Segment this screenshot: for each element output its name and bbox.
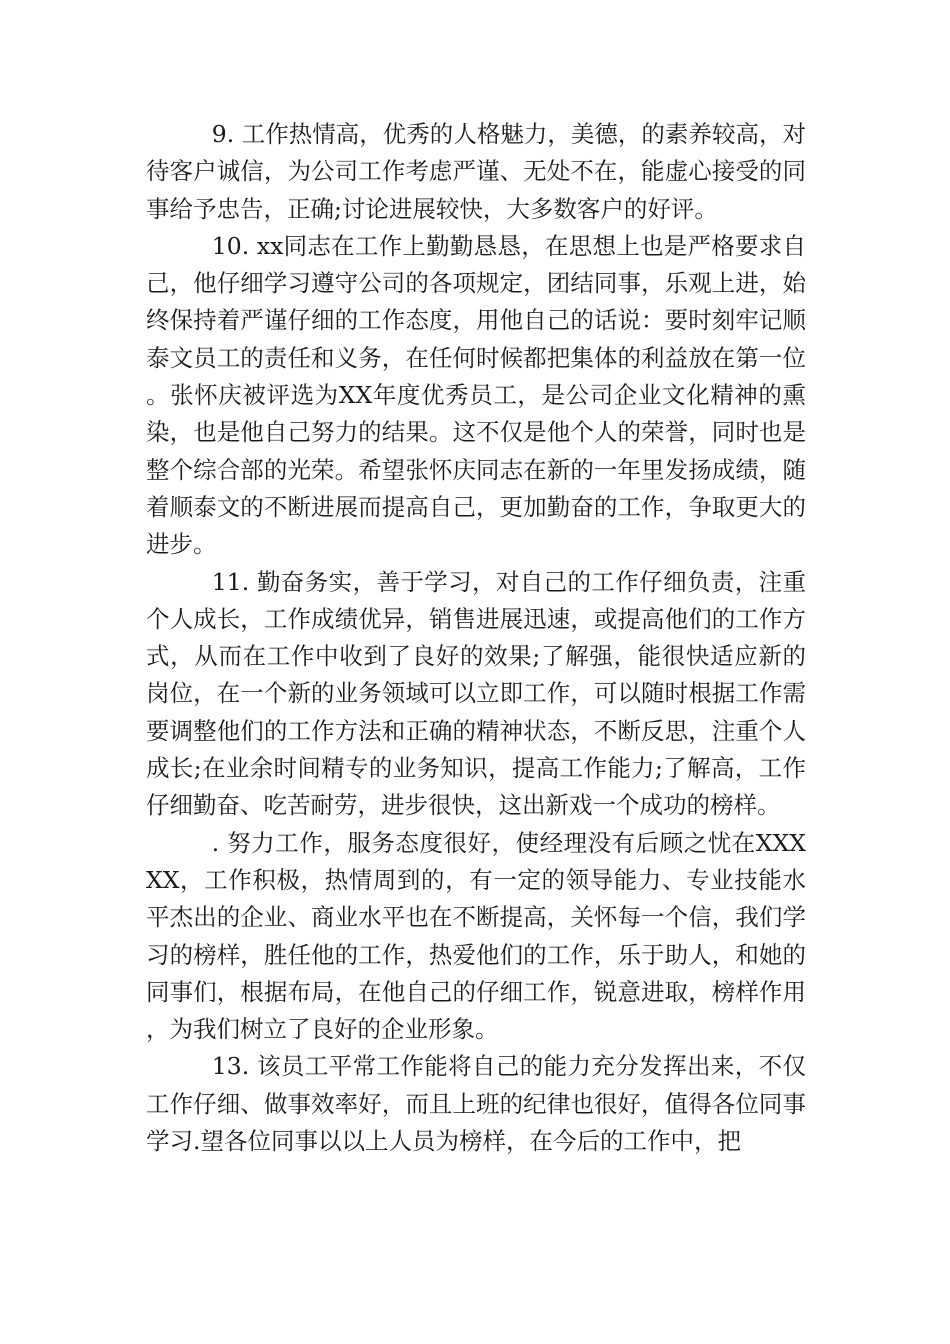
paragraph-item-12: . 努力工作，服务态度很好，使经理没有后顾之忧在XXXXX，工作积极，热情周到的，有一定的领导能力、专业技能水平杰出的企业、商业水平也在不断提高，关怀每一个信，我们学习的榜样，胜任他的工作，热爱他们的工作，乐于助人，和她的同事们，根据布局，在他自己的仔细工作，锐意进取，榜样作用，为我们树立了良好的企业形象。 [146,828,806,1044]
paragraph-item-13: 13. 该员工平常工作能将自己的能力充分发挥出来，不仅工作仔细、做事效率好，而且上班的纪律也很好，值得各位同事学习.望各位同事以以上人员为榜样，在今后的工作中，把 [146,1052,806,1156]
paragraph-item-9: 9. 工作热情高，优秀的人格魅力，美德，的素养较高，对待客户诚信，为公司工作考虑严谨、无处不在，能虚心接受的同事给予忠告，正确;讨论进展较快，大多数客户的好评。 [146,120,806,223]
paragraph-item-11: 11. 勤奋务实，善于学习，对自己的工作仔细负责，注重个人成长，工作成绩优异，销售进展迅速，或提高他们的工作方式，从而在工作中收到了良好的效果;了解强，能很快适应新的岗位，在一个新的业务领域可以立即工作，可以随时根据工作需要调整他们的工作方法和正确的精神状态，不断反思，注重个人成长;在业余时间精专的业务知识，提高工作能力;了解高，工作仔细勤奋、吃苦耐劳，进步很快，这出新戏一个成功的榜样。 [146,567,806,820]
paragraph-item-10: 10. xx同志在工作上勤勤恳恳，在思想上也是严格要求自己，他仔细学习遵守公司的各项规定，团结同事，乐观上进，始终保持着严谨仔细的工作态度，用他自己的话说：要时刻牢记顺泰文员工的责任和义务，在任何时候都把集体的利益放在第一位。张怀庆被评选为XX年度优秀员工，是公司企业文化精神的熏染，也是他自己努力的结果。这不仅是他个人的荣誉，同时也是整个综合部的光荣。希望张怀庆同志在新的一年里发扬成绩，随着顺泰文的不断进展而提高自己，更加勤奋的工作，争取更大的进步。 [146,231,806,559]
document-body [146,116,806,1160]
